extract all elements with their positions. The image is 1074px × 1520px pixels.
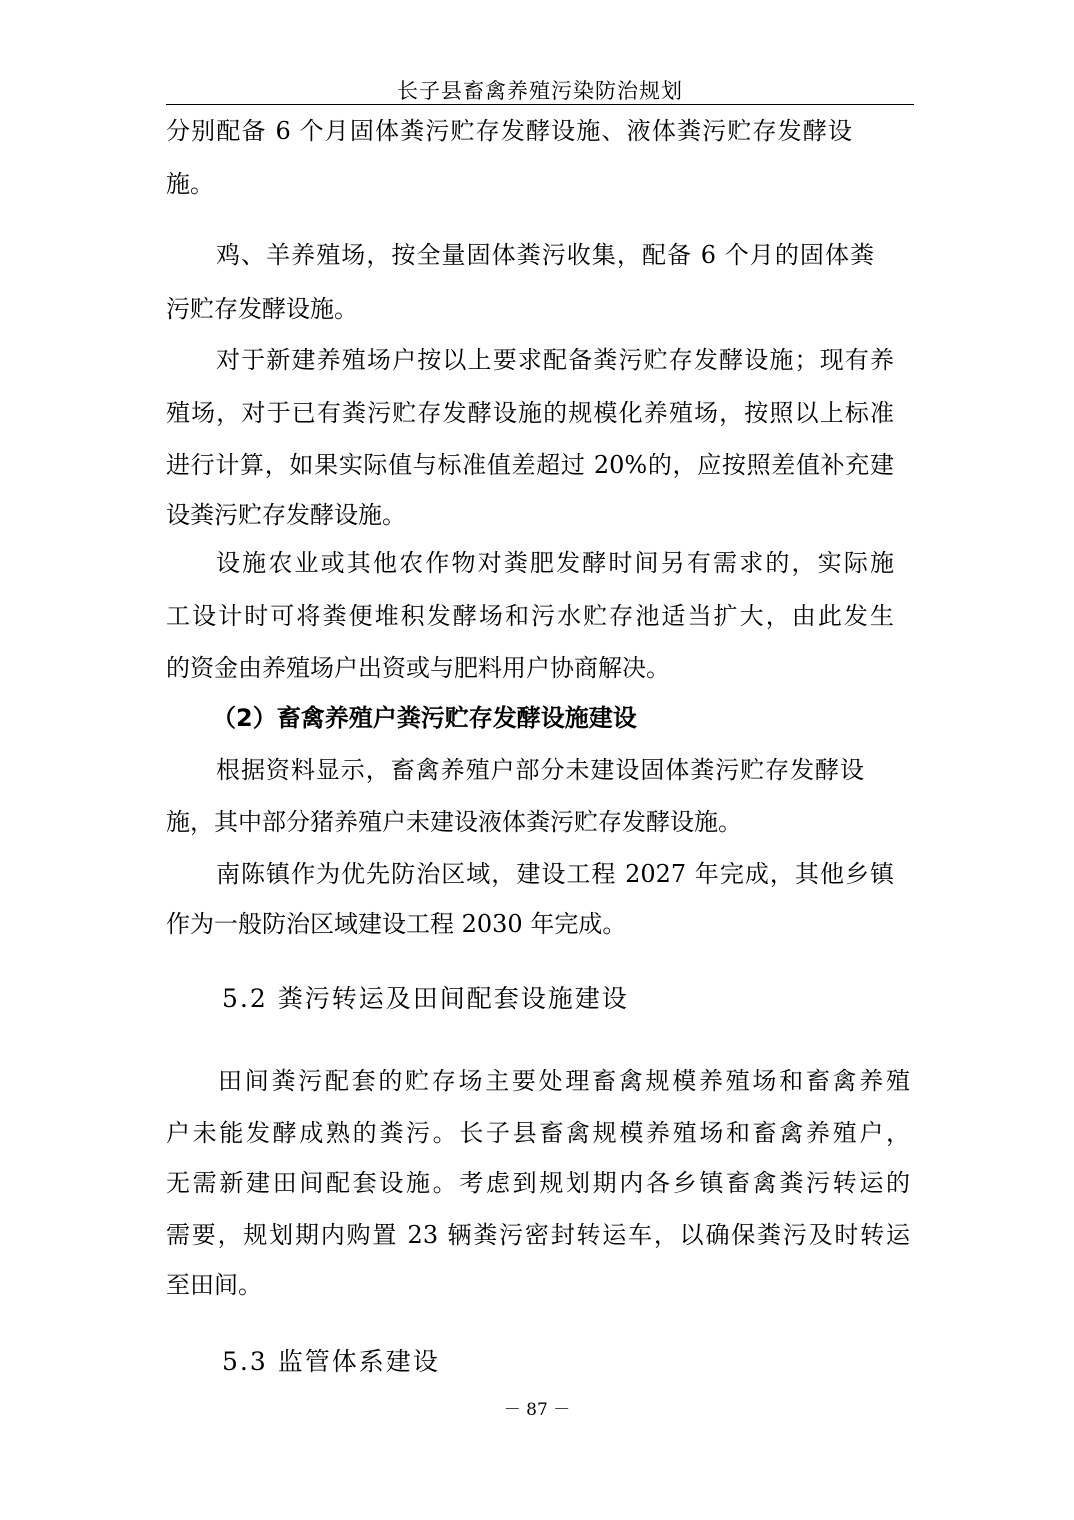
body-line-10: 工设计时可将粪便堆积发酵场和污水贮存池适当扩大，由此发生 — [166, 602, 894, 630]
body-line-4: 污贮存发酵设施。 — [166, 295, 358, 323]
body-line-15: 作为一般防治区域建设工程 2030 年完成。 — [166, 910, 627, 938]
body-line-20: 至田间。 — [166, 1271, 262, 1299]
body-line-14: 南陈镇作为优先防治区域，建设工程 2027 年完成，其他乡镇 — [216, 860, 894, 888]
body-line-2: 施。 — [166, 170, 214, 198]
body-line-17: 户未能发酵成熟的粪污。长子县畜禽规模养殖场和畜禽养殖户， — [166, 1119, 910, 1147]
body-line-19: 需要，规划期内购置 23 辆粪污密封转运车，以确保粪污及时转运 — [166, 1221, 910, 1249]
page-number: － 87 － — [503, 1400, 571, 1420]
body-line-18: 无需新建田间配套设施。考虑到规划期内各乡镇畜禽粪污转运的 — [166, 1169, 910, 1197]
body-line-13: 施，其中部分猪养殖户未建设液体粪污贮存发酵设施。 — [166, 808, 742, 836]
body-line-3: 鸡、羊养殖场，按全量固体粪污收集，配备 6 个月的固体粪 — [216, 241, 874, 269]
body-line-11: 的资金由养殖场户出资或与肥料用户协商解决。 — [166, 654, 670, 682]
body-line-7: 进行计算，如果实际值与标准值差超过 20%的，应按照差值补充建 — [166, 451, 894, 479]
body-line-16: 田间粪污配套的贮存场主要处理畜禽规模养殖场和畜禽养殖 — [218, 1067, 910, 1095]
subsection-heading: （2）畜禽养殖户粪污贮存发酵设施建设 — [212, 704, 637, 732]
body-line-5: 对于新建养殖场户按以上要求配备粪污贮存发酵设施；现有养 — [216, 346, 894, 374]
body-line-1: 分别配备 6 个月固体粪污贮存发酵设施、液体粪污贮存发酵设 — [166, 117, 852, 145]
body-line-6: 殖场，对于已有粪污贮存发酵设施的规模化养殖场，按照以上标准 — [166, 399, 894, 427]
body-line-9: 设施农业或其他农作物对粪肥发酵时间另有需求的，实际施 — [216, 549, 894, 577]
header-rule — [166, 104, 914, 105]
section-heading-5-2: 5.2 粪污转运及田间配套设施建设 — [222, 984, 629, 1013]
running-header: 长子县畜禽养殖污染防治规划 — [397, 79, 683, 103]
section-heading-5-3: 5.3 监管体系建设 — [222, 1347, 440, 1376]
body-line-8: 设粪污贮存发酵设施。 — [166, 501, 406, 529]
body-line-12: 根据资料显示，畜禽养殖户部分未建设固体粪污贮存发酵设 — [216, 756, 864, 784]
